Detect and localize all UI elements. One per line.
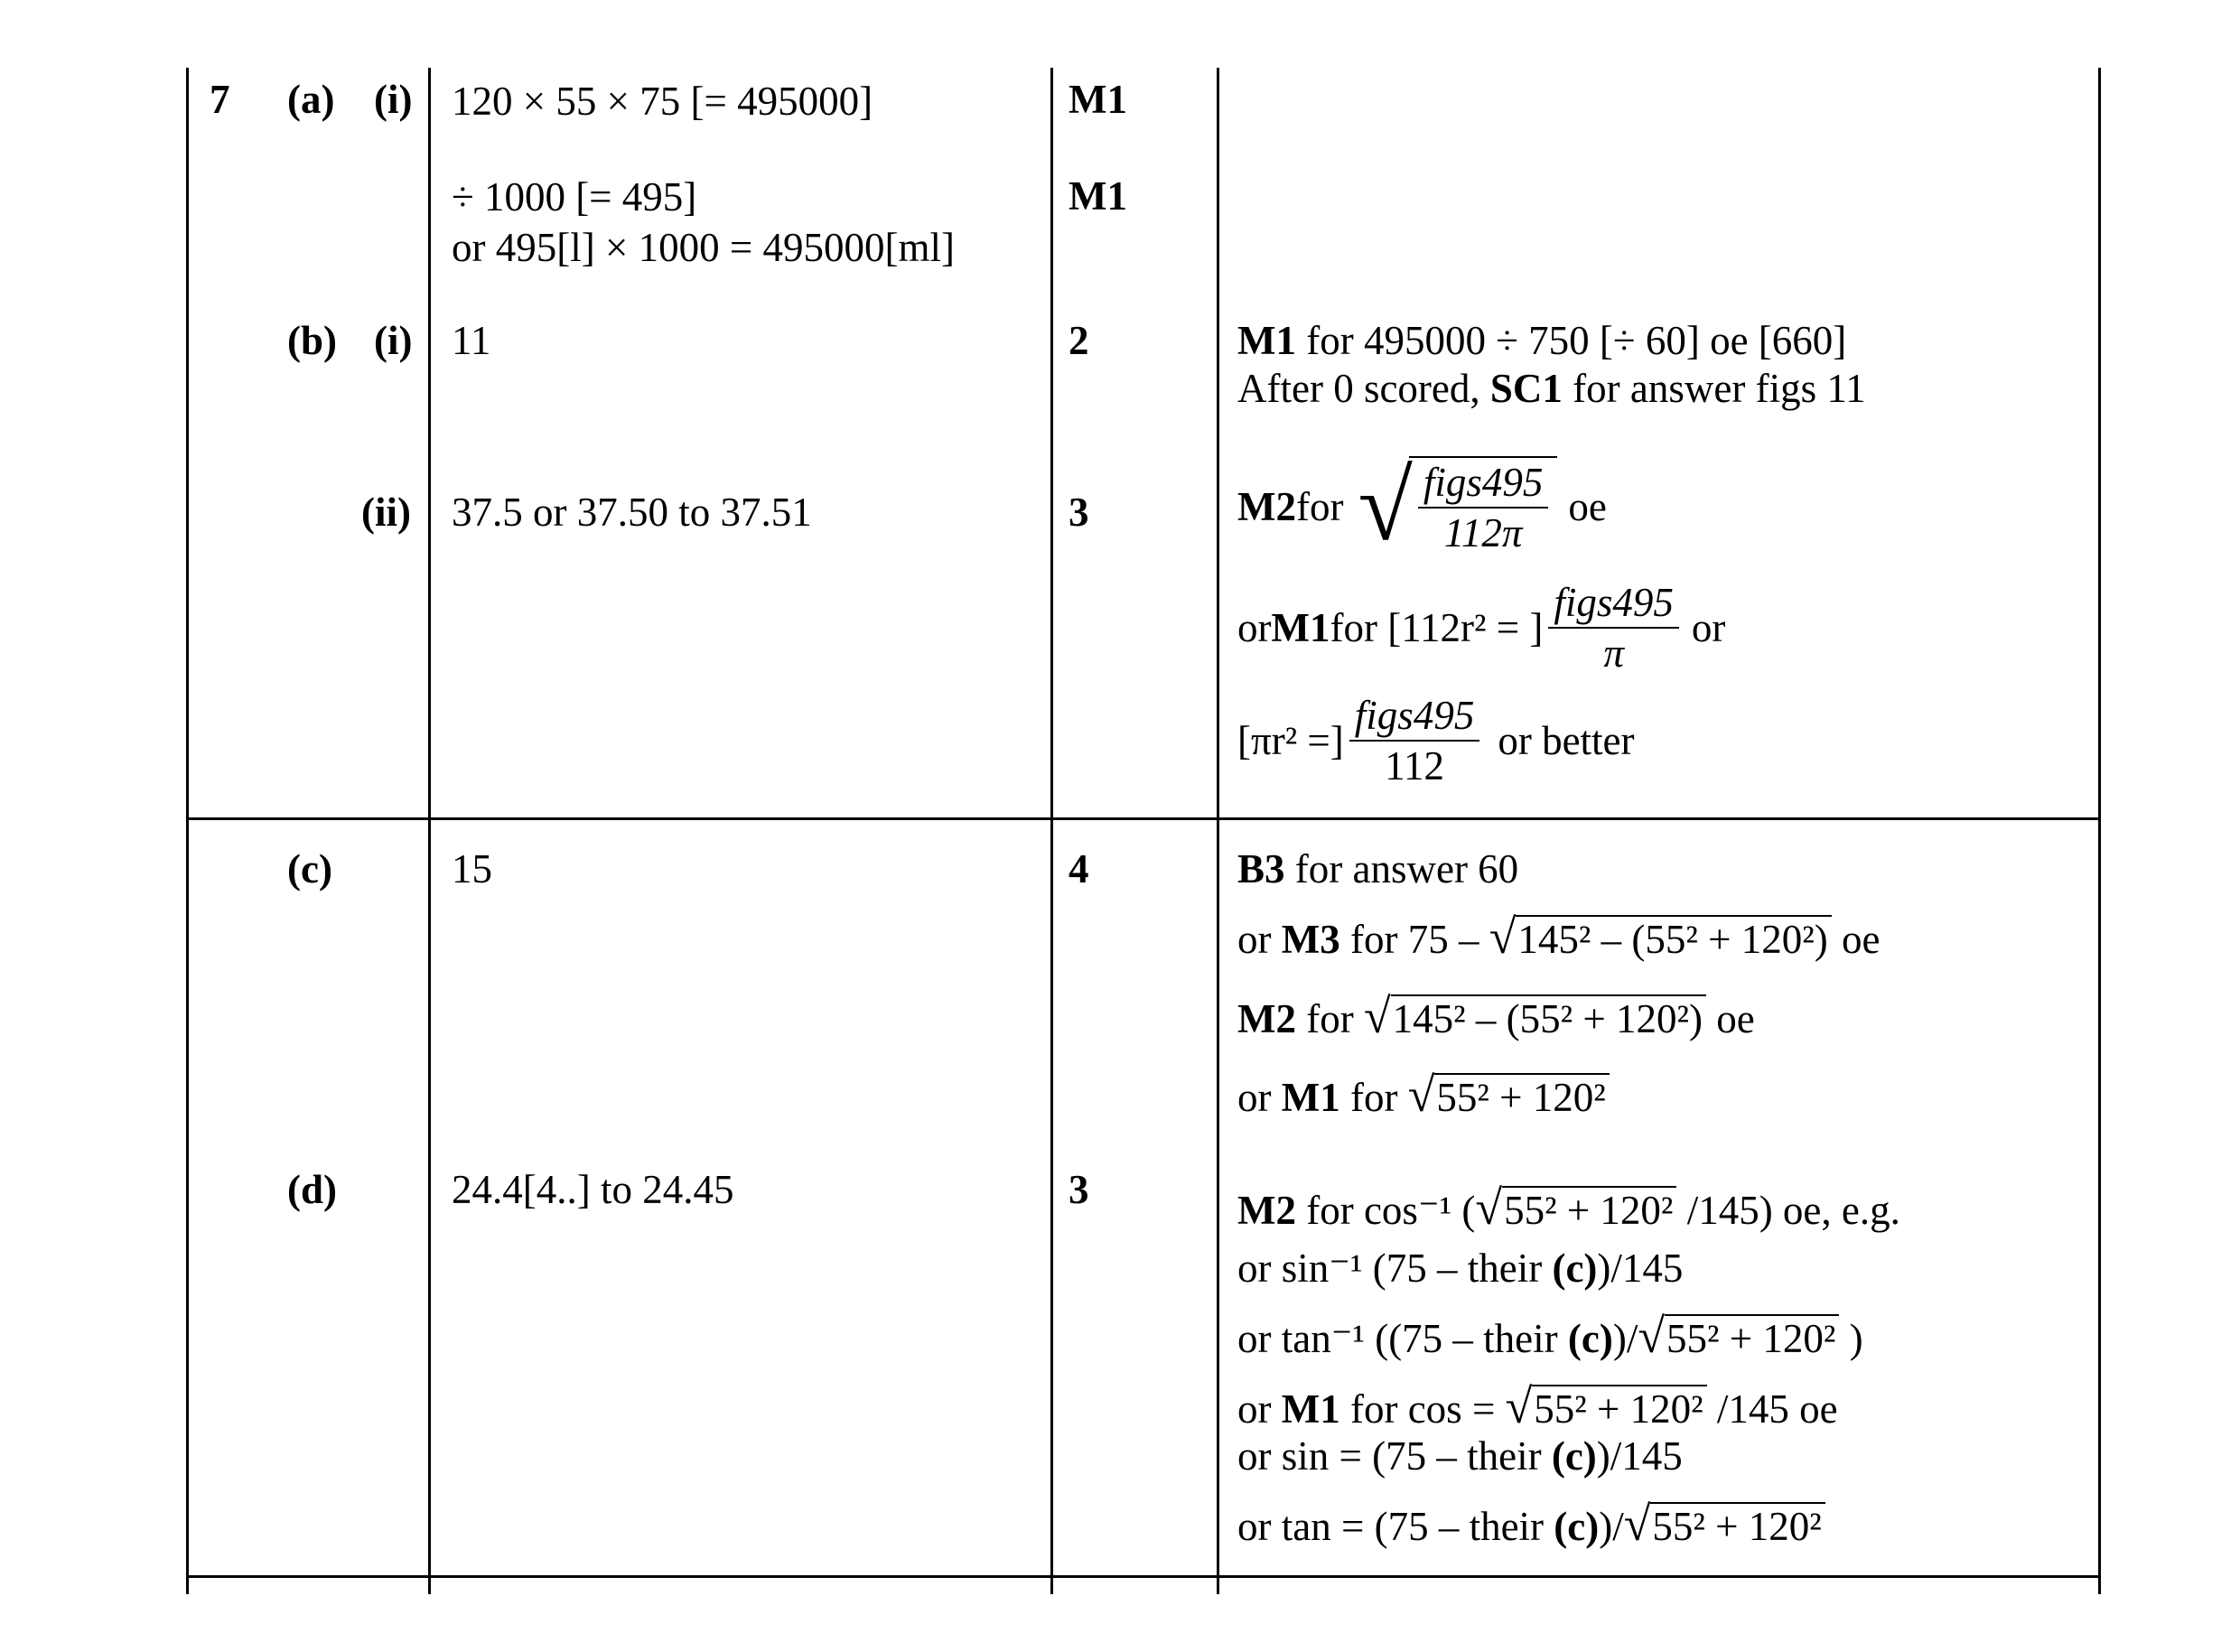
part-label-a: (a) — [287, 77, 335, 122]
guidance-d-line-5 — [1237, 1433, 1683, 1479]
guidance-b-ii-for: for — [1295, 483, 1344, 529]
fraction-numerator-3: figs495 — [1349, 691, 1480, 742]
square-root-icon: √ — [1407, 1068, 1435, 1122]
mark-b-i: 2 — [1069, 318, 1089, 363]
radicand: 55² + 120² — [1665, 1314, 1839, 1361]
guidance-c-m3: M3 — [1281, 917, 1340, 962]
part-label-c: (c) — [287, 846, 332, 891]
guidance-b-ii-line-2 — [1237, 578, 1725, 677]
part-label-d: (d) — [287, 1167, 337, 1212]
question-number: 7 — [210, 77, 230, 122]
table-divider-mark — [1050, 68, 1053, 1594]
guidance-b-ii-or-2: or — [1691, 604, 1726, 650]
row-divider-2 — [186, 1575, 2101, 1578]
square-root-icon: √ — [1475, 1181, 1503, 1235]
table-divider-answer — [428, 68, 431, 1594]
guidance-b-ii-oe: oe — [1568, 483, 1607, 529]
answer-a-i-line-1: 120 × 55 × 75 [= 495000] — [452, 79, 873, 124]
guidance-b-i-text-2b: for answer figs 11 — [1562, 366, 1866, 411]
mark-a-i-1: M1 — [1069, 77, 1127, 122]
square-root-icon: √ — [1363, 989, 1391, 1043]
guidance-d-m1: M1 — [1281, 1386, 1340, 1432]
guidance-d-text-5: or sin = (75 – their — [1237, 1433, 1552, 1479]
guidance-c-line-3 — [1237, 989, 1755, 1043]
guidance-c-or-2: or — [1237, 1075, 1282, 1120]
guidance-b-i-text-2a: After 0 scored, — [1237, 366, 1490, 411]
guidance-d-text-3-end: ) — [1839, 1316, 1863, 1361]
guidance-d-text-2: or sin⁻¹ (75 – their — [1237, 1246, 1553, 1291]
radicand: 55² + 120² — [1502, 1186, 1676, 1233]
guidance-d-part-ref-4: (c) — [1554, 1504, 1600, 1549]
guidance-d-text-6: or tan = (75 – their — [1237, 1504, 1554, 1549]
guidance-b-ii-m1: M1 — [1271, 604, 1330, 650]
square-root-icon: √ — [1505, 1379, 1533, 1433]
guidance-b-i-line-1 — [1237, 318, 1847, 363]
answer-c: 15 — [452, 846, 492, 891]
guidance-d-line-2 — [1237, 1248, 1683, 1289]
guidance-d-text-2-end: )/145 — [1597, 1246, 1684, 1291]
answer-d: 24.4[4..] to 24.45 — [452, 1167, 734, 1212]
guidance-c-oe-2: oe — [1705, 996, 1755, 1041]
fraction-denominator-3: 112 — [1385, 743, 1444, 789]
square-root-icon: √ — [1489, 910, 1517, 964]
fraction-numerator: figs495 — [1418, 458, 1549, 509]
answer-a-i-line-2: ÷ 1000 [= 495] — [452, 174, 697, 219]
guidance-d-or: or — [1237, 1386, 1282, 1432]
table-divider-guidance — [1217, 68, 1219, 1594]
guidance-b-i-text: for 495000 ÷ 750 [÷ 60] oe [660] — [1295, 318, 1847, 363]
part-label-b-ii: (ii) — [361, 490, 411, 535]
guidance-b-i-mark-code: M1 — [1237, 318, 1296, 363]
answer-b-i: 11 — [452, 318, 491, 363]
fraction-denominator: 112π — [1443, 510, 1523, 555]
table-border-left — [186, 68, 189, 1594]
square-root-icon: √ — [1638, 1309, 1665, 1363]
guidance-d-line-6 — [1237, 1497, 1825, 1551]
radicand: 145² – (55² + 120²) — [1391, 994, 1706, 1041]
guidance-d-text-5-end: )/145 — [1596, 1433, 1683, 1479]
guidance-b-i-special-code: SC1 — [1489, 366, 1563, 411]
guidance-c-oe: oe — [1831, 917, 1881, 962]
guidance-c-line-2 — [1237, 910, 1881, 964]
square-root-fraction — [1358, 451, 1557, 561]
guidance-c-m1: M1 — [1281, 1075, 1340, 1120]
guidance-d-text-1-end: /145) oe, e.g. — [1676, 1188, 1900, 1233]
answer-b-ii: 37.5 or 37.50 to 37.51 — [452, 490, 812, 535]
guidance-c-or: or — [1237, 917, 1282, 962]
fraction-numerator-2: figs495 — [1548, 578, 1679, 629]
guidance-c-text-1: for answer 60 — [1284, 846, 1519, 891]
guidance-d-part-ref-3: (c) — [1551, 1433, 1597, 1479]
guidance-b-ii-line-3 — [1237, 691, 1635, 790]
mark-a-i-2: M1 — [1069, 173, 1127, 219]
guidance-d-text-3-mid: )/ — [1612, 1316, 1638, 1361]
answer-a-i-line-3: or 495[l] × 1000 = 495000[ml] — [452, 225, 955, 270]
part-label-b: (b) — [287, 318, 337, 363]
guidance-b-ii-m2: M2 — [1237, 483, 1296, 529]
guidance-d-line-3 — [1237, 1309, 1863, 1363]
guidance-c-line-4 — [1237, 1068, 1610, 1122]
guidance-b-ii-pi-r: [πr² =] — [1237, 717, 1344, 763]
radicand: 55² + 120² — [1650, 1502, 1825, 1549]
guidance-c-m2: M2 — [1237, 996, 1296, 1041]
guidance-d-line-1 — [1237, 1181, 1900, 1235]
guidance-d-text-1: for cos⁻¹ ( — [1295, 1188, 1476, 1233]
radicand: 55² + 120² — [1532, 1385, 1706, 1432]
mark-c: 4 — [1069, 846, 1089, 891]
guidance-c-text-2: for 75 – — [1339, 917, 1489, 962]
guidance-d-text-3: or tan⁻¹ ((75 – their — [1237, 1316, 1568, 1361]
guidance-b-i-line-2 — [1237, 366, 1866, 411]
guidance-c-b3: B3 — [1237, 846, 1285, 891]
fraction-denominator-2: π — [1603, 630, 1624, 676]
guidance-d-part-ref: (c) — [1552, 1246, 1598, 1291]
guidance-b-ii-or-better: or better — [1498, 717, 1635, 763]
guidance-c-text-3: for — [1295, 996, 1364, 1041]
part-label-a-i: (i) — [374, 77, 413, 122]
guidance-b-ii-or: or — [1237, 604, 1272, 650]
guidance-c-text-4: for — [1339, 1075, 1408, 1120]
row-divider-1 — [186, 817, 2101, 820]
guidance-d-part-ref-2: (c) — [1567, 1316, 1613, 1361]
radicand: 145² – (55² + 120²) — [1516, 915, 1831, 962]
square-root-icon: √ — [1358, 451, 1413, 561]
mark-b-ii: 3 — [1069, 490, 1089, 535]
table-border-right — [2098, 68, 2101, 1594]
guidance-d-m2: M2 — [1237, 1188, 1296, 1233]
guidance-d-text-4: for cos = — [1339, 1386, 1506, 1432]
part-label-b-i: (i) — [374, 318, 413, 363]
guidance-b-ii-line-1 — [1237, 451, 1607, 561]
guidance-c-line-1 — [1237, 846, 1519, 891]
guidance-d-text-6-mid: )/ — [1599, 1504, 1624, 1549]
guidance-d-line-4 — [1237, 1379, 1838, 1433]
radicand: 55² + 120² — [1434, 1073, 1609, 1120]
mark-d: 3 — [1069, 1167, 1089, 1212]
guidance-b-ii-equation: for [112r² = ] — [1330, 604, 1544, 650]
guidance-d-text-4-end: /145 oe — [1706, 1386, 1838, 1432]
square-root-icon: √ — [1623, 1497, 1651, 1551]
